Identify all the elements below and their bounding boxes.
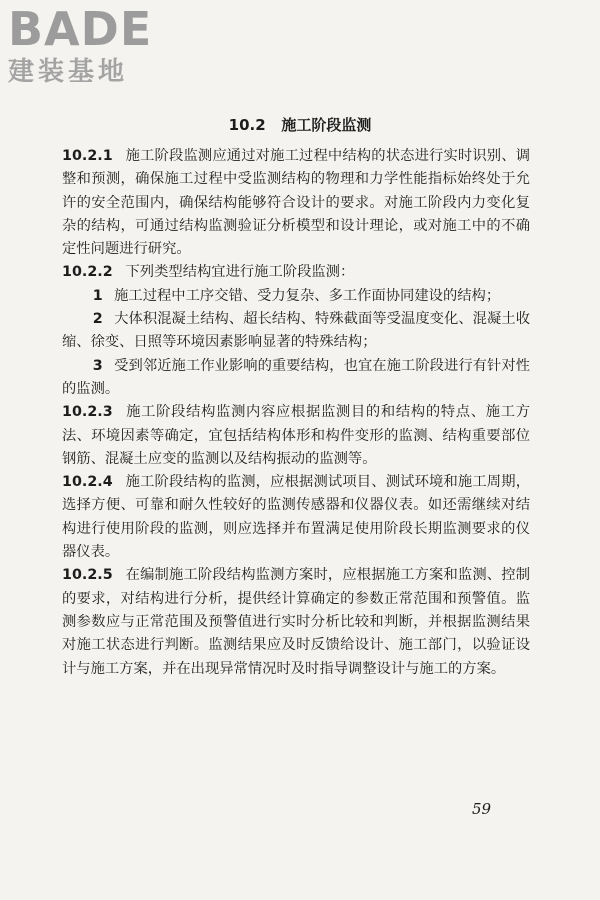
clause-number: 10.2.2 [62, 264, 113, 281]
clause-number: 10.2.1 [62, 148, 113, 164]
clause-text: 施工阶段结构的监测，应根据测试项目、测试环境和施工周期，选择方便、可靠和耐久性较好的监测传感器和仪器仪表。如还需继续对结构进行使用阶段的监测，则应选择并布置满足使用阶段长期监测要求的仪器仪表。 [62, 474, 530, 561]
clause-text: 施工阶段监测应通过对施工过程中结构的状态进行实时识别、调整和预测，确保施工过程中受监测结构的物理和力学性能指标始终处于允许的安全范围内，确保结构能够符合设计的要求。对施工阶段内力变化复杂的结构，可通过结构监测验证分析模型和设计理论，或对施工中的不确定性问题进行研究。 [62, 148, 530, 258]
section-heading [0, 114, 600, 135]
clause-10-2-1 [62, 145, 530, 261]
clause-number: 10.2.4 [62, 474, 113, 491]
item-number: 1 [92, 287, 103, 304]
clause-10-2-5 [62, 564, 530, 680]
clause-text: 施工阶段结构监测内容应根据监测目的和结构的特点、施工方法、环境因素等确定，宜包括结构体形和构件变形的监测、结构重要部位钢筋、混凝土应变的监测以及结构振动的监测等。 [62, 404, 530, 467]
item-number: 2 [92, 311, 103, 328]
section-title: 施工阶段监测 [281, 116, 372, 134]
section-number: 10.2 [228, 116, 266, 134]
item-text: 大体积混凝土结构、超长结构、特殊截面等受温度变化、混凝土收缩、徐变、日照等环境因素影响显著的特殊结构； [62, 311, 530, 351]
list-item-2 [62, 308, 530, 355]
clause-number: 10.2.3 [62, 404, 113, 421]
watermark-subtitle: 建装基地 [8, 57, 129, 87]
page-number: 59 [472, 800, 492, 818]
clause-10-2-2 [62, 261, 530, 284]
clause-number: 10.2.5 [62, 567, 113, 584]
list-item-1 [62, 285, 530, 308]
item-text: 施工过程中工序交错、受力复杂、多工作面协同建设的结构； [114, 287, 501, 304]
item-text: 受到邻近施工作业影响的重要结构，也宜在施工阶段进行有针对性的监测。 [62, 357, 530, 397]
clause-10-2-4 [62, 471, 530, 564]
section-body [62, 145, 530, 681]
clause-10-2-3 [62, 401, 530, 471]
clause-text: 在编制施工阶段结构监测方案时，应根据施工方案和监测、控制的要求，对结构进行分析，提供经计算确定的参数正常范围和预警值。监测参数应与正常范围及预警值进行实时分析比较和判断，并根据监测结果对施工状态进行判断。监测结果应及时反馈给设计、施工部门，以验证设计与施工方案，并在出现异常情况时及时指导调整设计与施工的方案。 [62, 567, 530, 677]
watermark-logo [8, 4, 152, 88]
clause-text: 下列类型结构宜进行施工阶段监测： [125, 264, 355, 281]
watermark-brand: BADE [8, 2, 153, 56]
item-number: 3 [92, 357, 103, 374]
list-item-3 [62, 355, 530, 402]
